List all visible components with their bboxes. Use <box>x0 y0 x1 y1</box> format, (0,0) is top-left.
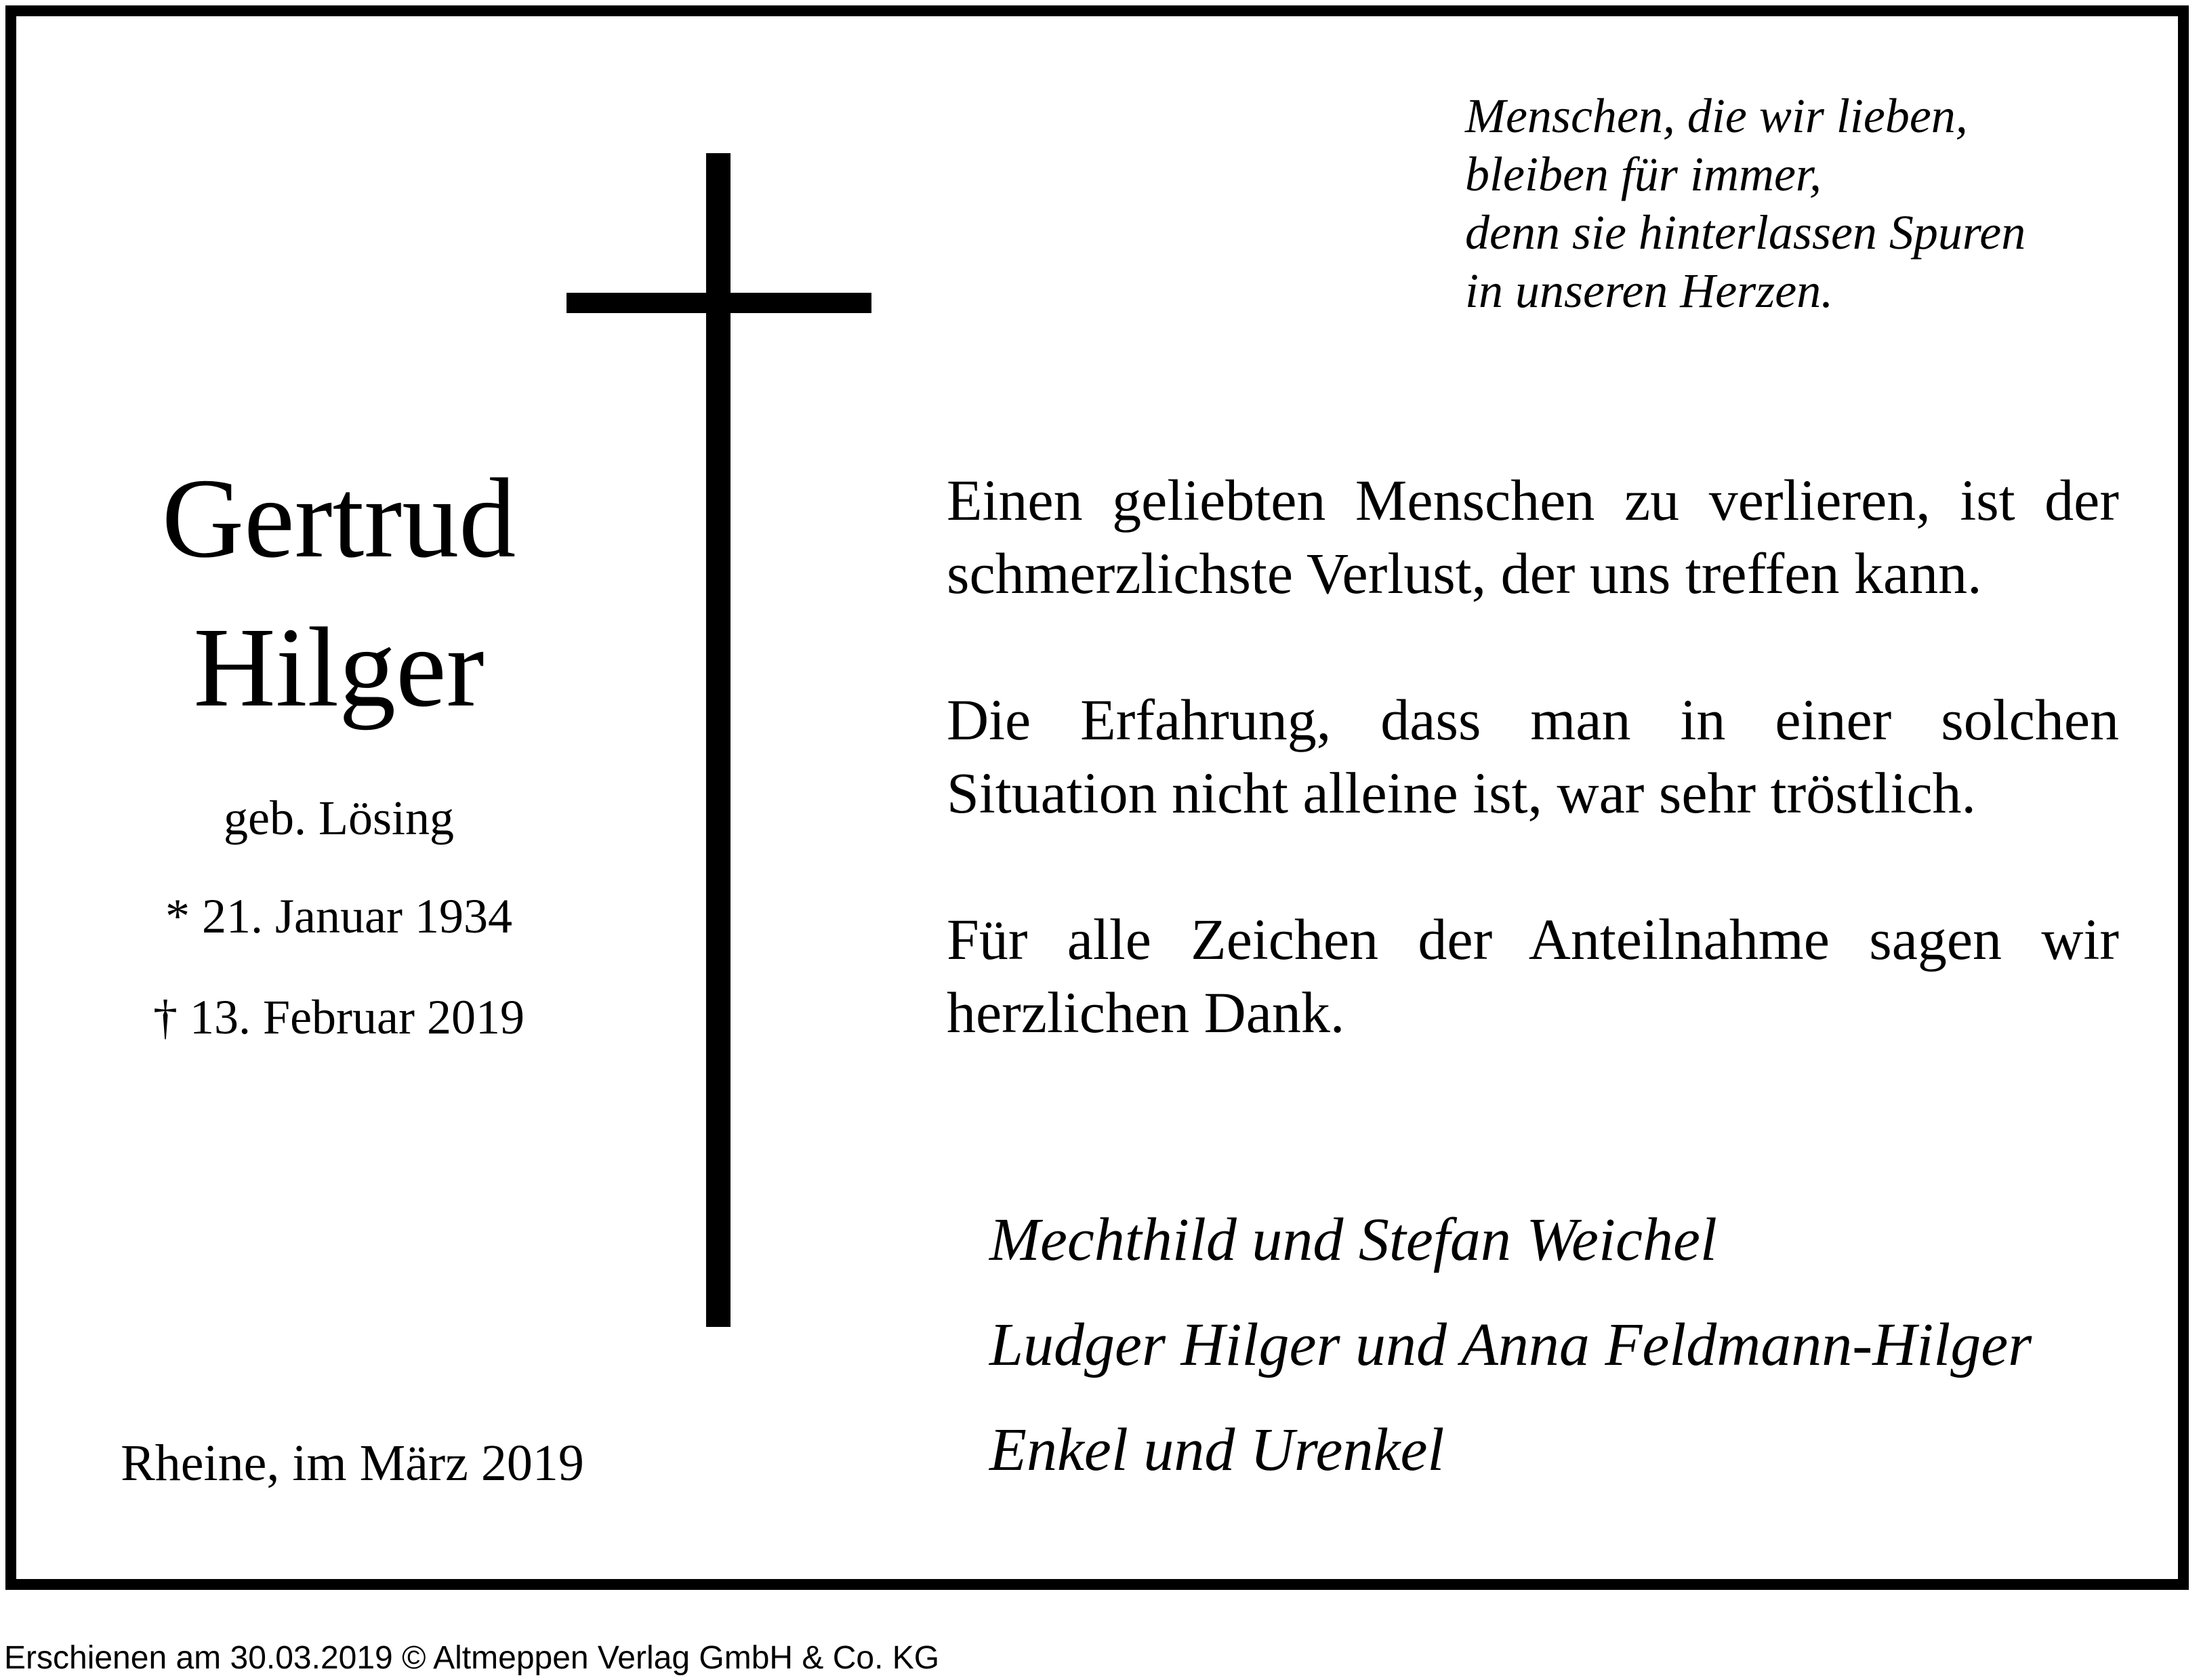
signature-line: Ludger Hilger und Anna Feldmann-Hilger <box>989 1311 2032 1378</box>
deceased-first-name: Gertrud <box>161 455 516 581</box>
place-date: Rheine, im März 2019 <box>121 1435 584 1492</box>
message-text: Für alle Zeichen der Anteilnahme sagen wir herzlichen Dank. <box>947 907 2119 1045</box>
poem-line: Menschen, die wir lieben, <box>1465 89 1968 143</box>
message-paragraph <box>947 903 2119 1049</box>
message-text: Die Erfahrung, dass man in einer solchen Situation nicht alleine ist, war sehr tröstlich. <box>947 687 2119 825</box>
signature-line: Mechthild und Stefan Weichel <box>989 1206 1717 1273</box>
message-text: Einen geliebten Menschen zu verlieren, ist der schmerzlichste Verlust, der uns treffen kann. <box>947 468 2119 606</box>
message-paragraph <box>947 464 2119 610</box>
poem <box>1465 87 2143 320</box>
message-paragraph <box>947 683 2119 829</box>
poem-line: denn sie hinterlassen Spuren <box>1465 205 2026 260</box>
signature-line: Enkel und Urenkel <box>989 1416 1445 1483</box>
death-date: † 13. Februar 2019 <box>153 990 524 1044</box>
maiden-name: geb. Lösing <box>224 791 454 845</box>
poem-line: in unseren Herzen. <box>1465 264 1834 318</box>
deceased-last-name: Hilger <box>193 605 485 731</box>
cross-icon <box>706 153 731 1327</box>
cross-icon-crossbar <box>567 293 871 313</box>
publication-footer: Erschienen am 30.03.2019 © Altmeppen Verlag GmbH & Co. KG <box>4 1640 940 1676</box>
poem-line: bleiben für immer, <box>1465 147 1822 201</box>
birth-date: * 21. Januar 1934 <box>165 889 512 943</box>
